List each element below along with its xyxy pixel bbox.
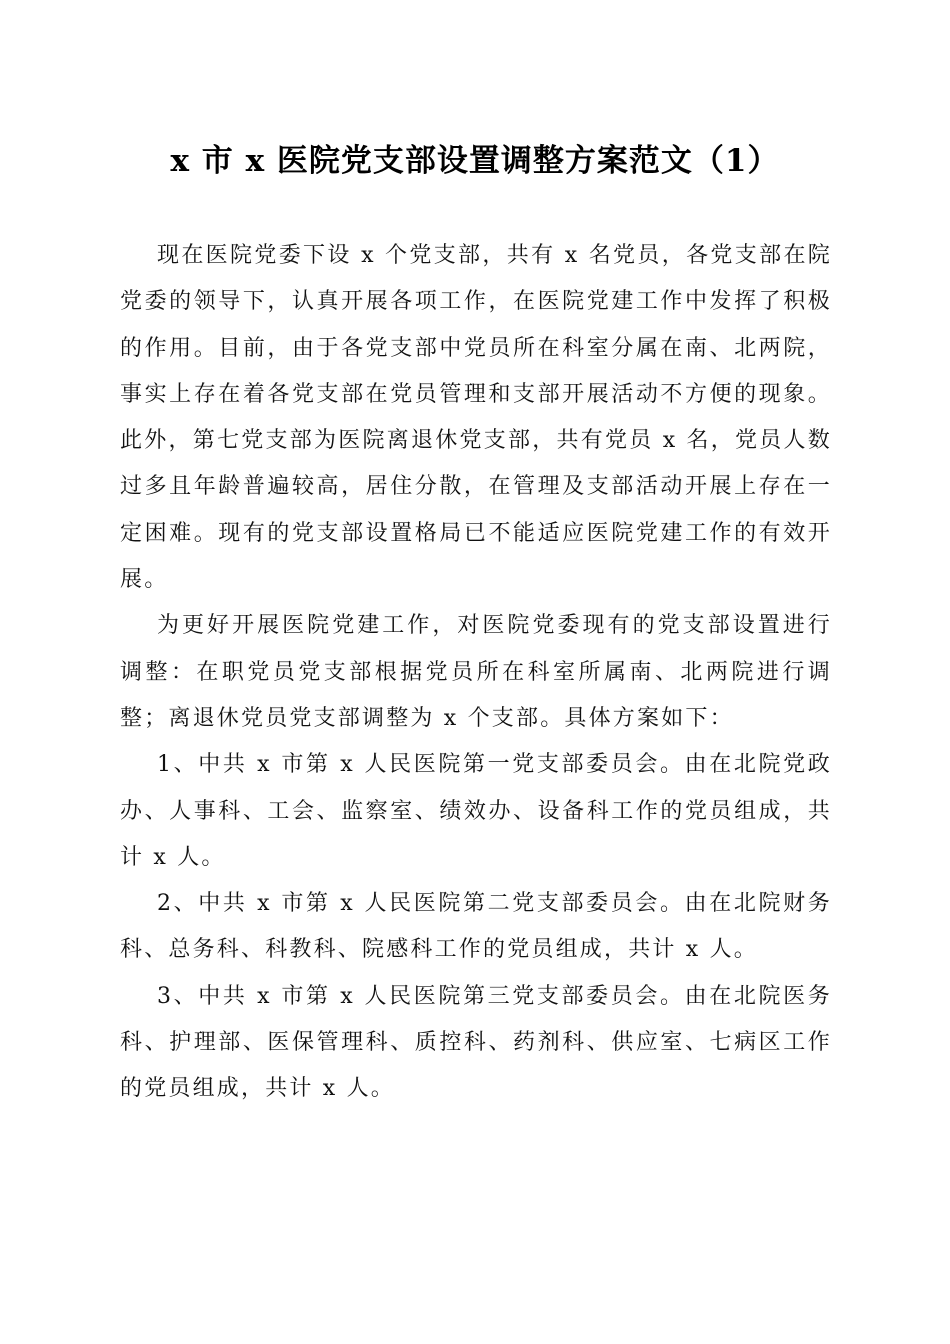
paragraph-adjustment-intro: 为更好开展医院党建工作，对医院党委现有的党支部设置进行调整：在职党员党支部根据党员所在科室所属南、北两院进行调整；离退休党员党支部调整为 x 个支部。具体方案如下： (120, 613, 832, 731)
document-body (120, 233, 832, 1113)
paragraph-branch-2: 2、中共 x 市第 x 人民医院第二党支部委员会。由在北院财务科、总务科、科教科、院感科工作的党员组成，共计 x 人。 (120, 891, 832, 963)
paragraph-branch-3: 3、中共 x 市第 x 人民医院第三党支部委员会。由在北院医务科、护理部、医保管理科、质控科、药剂科、供应室、七病区工作的党员组成，共计 x 人。 (120, 983, 832, 1102)
paragraph-branch-1: 1、中共 x 市第 x 人民医院第一党支部委员会。由在北院党政办、人事科、工会、监察室、绩效办、设备科工作的党员组成，共计 x 人。 (120, 752, 832, 870)
document-title: x 市 x 医院党支部设置调整方案范文（1） (170, 143, 780, 179)
paragraph-overview: 现在医院党委下设 x 个党支部，共有 x 名党员，各党支部在院党委的领导下，认真开展各项工作，在医院党建工作中发挥了积极的作用。目前，由于各党支部中党员所在科室分属在南、北两院，事实上存在着各党支部在党员管理和支部开展活动不方便的现象。此外，第七党支部为医院离退休党支部，共有党员 x 名，党员人数过多且年龄普遍较高，居住分散，在管理及支部活动开展上存在一定困难。现有的党支部设置格局已不能适应医院党建工作的有效开展。 (120, 243, 832, 593)
